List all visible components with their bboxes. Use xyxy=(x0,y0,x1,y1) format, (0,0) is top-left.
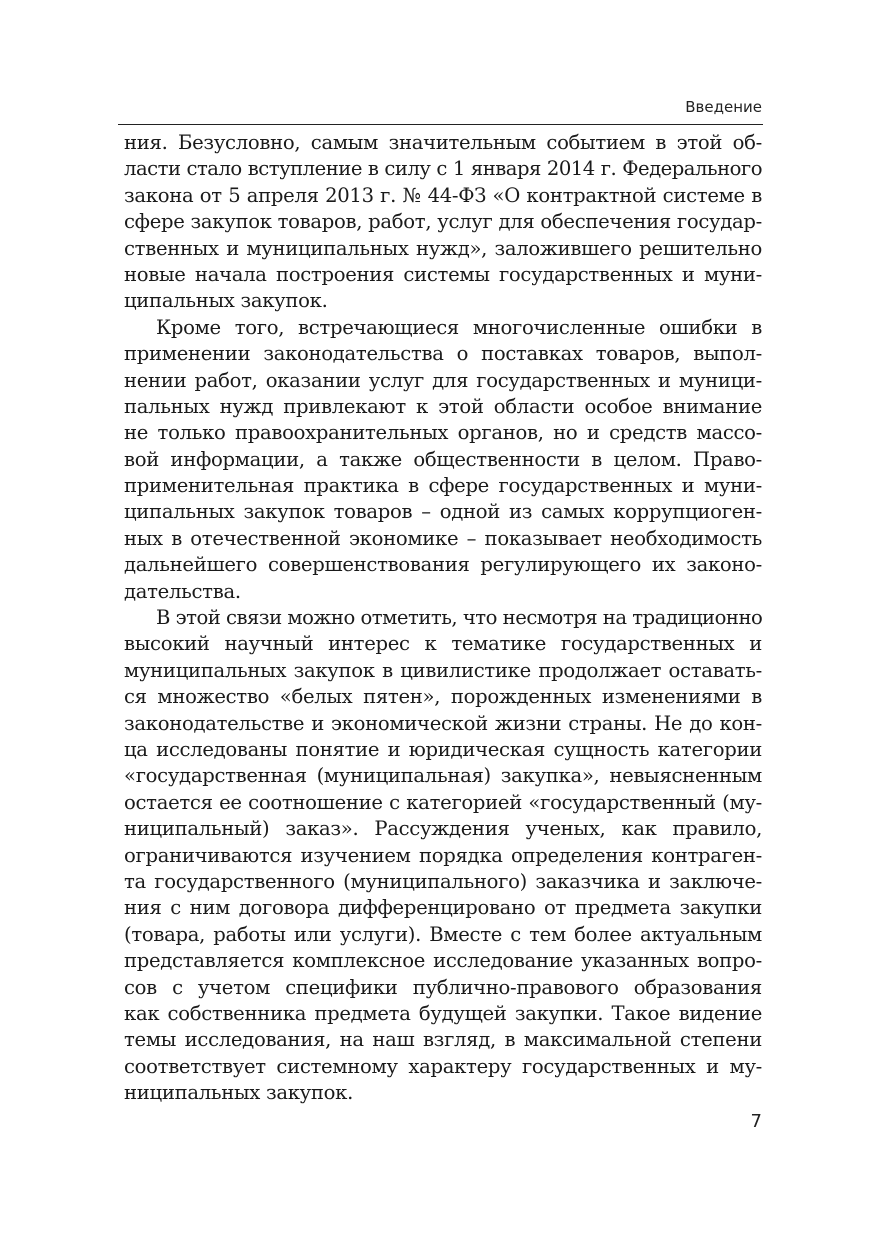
text-line: применительная практика в сфере государственных и муни- xyxy=(124,474,762,498)
text-line: ственных и муниципальных нужд», заложившего решительно xyxy=(124,236,762,260)
paragraph-1 xyxy=(124,130,762,315)
text-line: дательства. xyxy=(124,579,241,603)
text-line: ципальных закупок. xyxy=(124,289,328,313)
text-line: ниципальный) заказ». Рассуждения ученых, как правило, xyxy=(124,817,762,841)
body-text xyxy=(124,130,762,1106)
text-line: темы исследования, на наш взгляд, в максимальной степени xyxy=(124,1028,762,1052)
text-line: ца исследованы понятие и юридическая сущность категории xyxy=(124,737,762,761)
paragraph-2 xyxy=(124,315,762,605)
running-head: Введение xyxy=(685,98,762,116)
text-line: как собственника предмета будущей закупки. Такое видение xyxy=(124,1001,762,1025)
text-line: ния. Безусловно, самым значительным событием в этой об- xyxy=(124,131,762,154)
text-line: ся множество «белых пятен», порожденных изменениями в xyxy=(124,685,762,709)
page-number: 7 xyxy=(750,1111,762,1132)
text-line: сов с учетом специфики публично-правового образования xyxy=(124,975,762,999)
paragraph-3 xyxy=(124,605,762,1106)
text-line: ограничиваются изучением порядка определения контраген- xyxy=(124,843,762,867)
text-line: ных в отечественной экономике – показывает необходимость xyxy=(124,526,762,550)
text-line: «государственная (муниципальная) закупка», невыясненным xyxy=(124,764,762,788)
text-line: (товара, работы или услуги). Вместе с тем более актуальным xyxy=(124,922,762,946)
text-line: ниципальных закупок. xyxy=(124,1081,354,1105)
text-line: вой информации, а также общественности в целом. Право- xyxy=(124,447,762,471)
text-line: дальнейшего совершенствования регулирующего их законо- xyxy=(124,553,762,577)
text-line: соответствует системному характеру государственных и му- xyxy=(124,1054,762,1078)
text-line: муниципальных закупок в цивилистике продолжает оставать- xyxy=(124,658,762,682)
text-line: Кроме того, встречающиеся многочисленные ошибки в xyxy=(156,315,762,339)
text-line: В этой связи можно отметить, что несмотря на традиционно xyxy=(156,606,763,630)
text-line: нении работ, оказании услуг для государственных и муници- xyxy=(124,368,762,392)
text-line: законодательстве и экономической жизни страны. Не до кон- xyxy=(124,711,762,735)
text-line: закона от 5 апреля 2013 г. № 44-ФЗ «О контрактной системе в xyxy=(124,183,762,207)
text-line: та государственного (муниципального) заказчика и заключе- xyxy=(124,869,762,893)
text-line: высокий научный интерес к тематике государственных и xyxy=(124,632,762,656)
text-line: применении законодательства о поставках товаров, выпол- xyxy=(124,342,762,366)
text-line: ласти стало вступление в силу с 1 января 2014 г. Федерального xyxy=(124,157,762,181)
text-line: новые начала построения системы государственных и муни- xyxy=(124,262,762,286)
text-line: ния с ним договора дифференцировано от предмета закупки xyxy=(124,896,762,920)
header-rule xyxy=(118,124,763,125)
text-line: остается ее соотношение с категорией «государственный (му- xyxy=(124,790,762,814)
text-line: не только правоохранительных органов, но и средств массо- xyxy=(124,421,762,445)
text-line: ципальных закупок товаров – одной из самых коррупциоген- xyxy=(124,500,762,524)
text-line: пальных нужд привлекают к этой области особое внимание xyxy=(124,394,762,418)
text-line: представляется комплексное исследование указанных вопро- xyxy=(124,949,762,973)
text-line: сфере закупок товаров, работ, услуг для обеспечения государ- xyxy=(124,210,762,234)
